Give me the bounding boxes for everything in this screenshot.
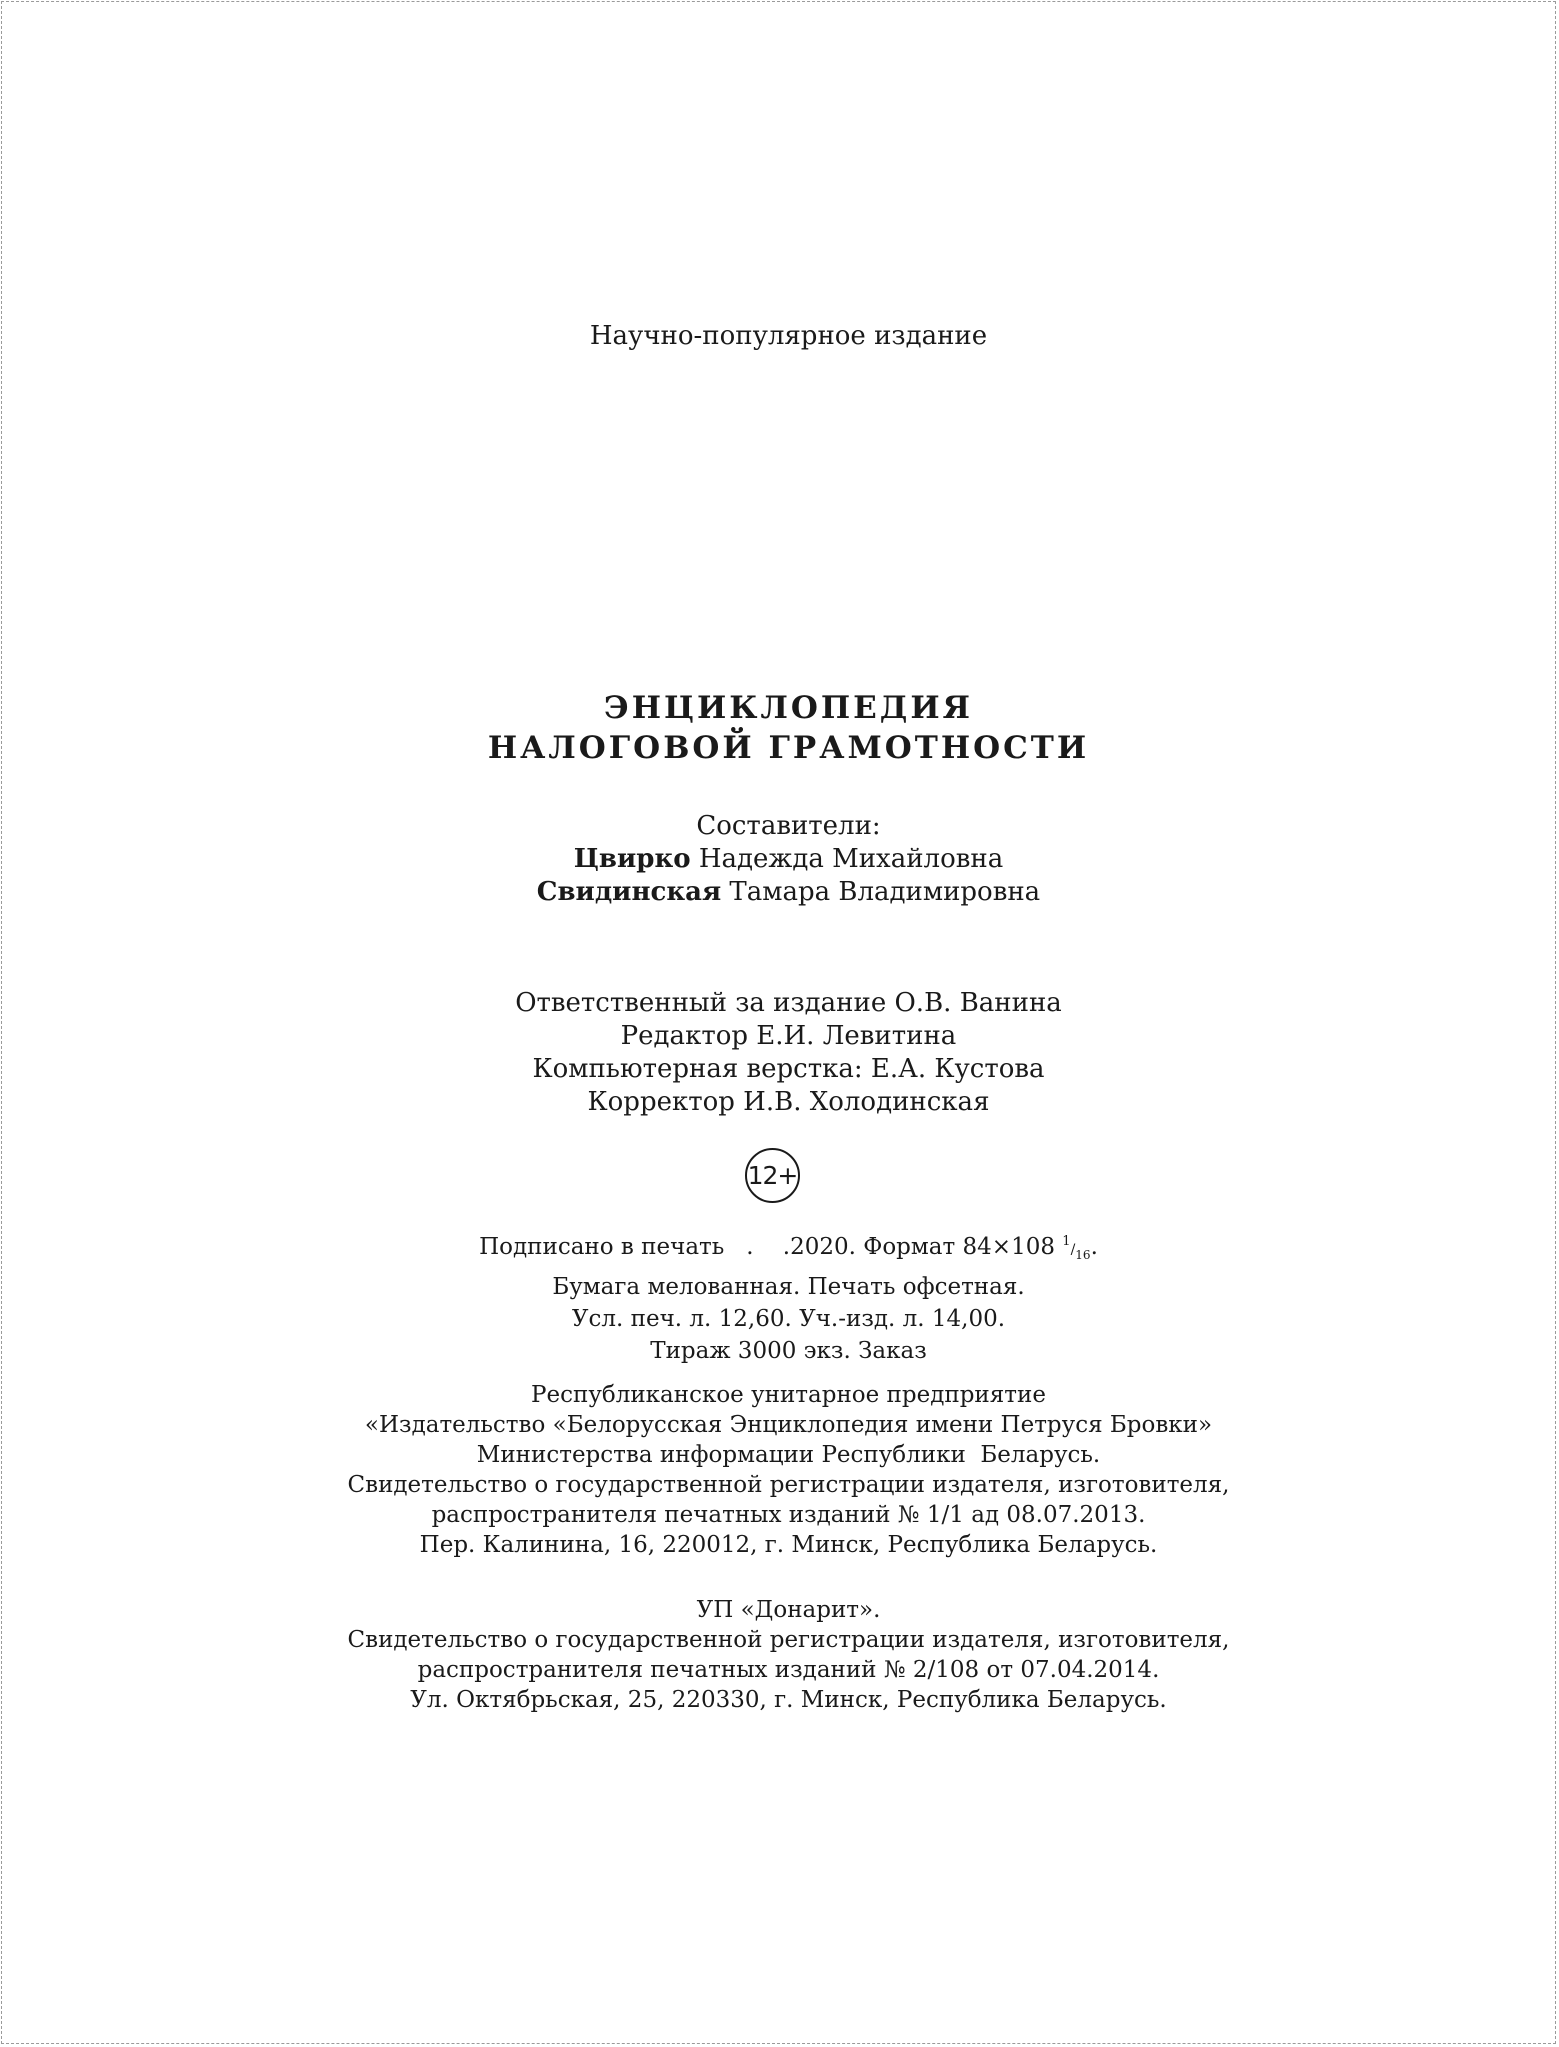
book-title-line-1: ЭНЦИКЛОПЕДИЯ [604,690,973,726]
format-fraction [1062,1234,1091,1262]
compiler-2-surname: Свидинская [536,877,722,907]
publisher-info [0,1380,1559,1560]
edition-type-text: Научно-популярное издание [589,321,988,351]
staff-editor: Редактор Е.И. Левитина [620,1021,957,1051]
staff-layout: Компьютерная верстка: Е.А. Кустова [532,1054,1045,1084]
publisher-line: Свидетельство о государственной регистрации издателя, изготовителя, [347,1472,1230,1498]
format-denominator: 16 [1075,1248,1091,1262]
printer-line: УП «Донарит». [696,1597,881,1623]
print-circulation: Тираж 3000 экз. Заказ [650,1338,927,1364]
publisher-line: Пер. Калинина, 16, 220012, г. Минск, Республика Беларусь. [419,1532,1158,1558]
printer-line: распространителя печатных изданий № 2/108 от 07.04.2014. [417,1657,1160,1683]
book-title-line-2: НАЛОГОВОЙ ГРАМОТНОСТИ [487,730,1090,766]
print-sheets: Усл. печ. л. 12,60. Уч.-изд. л. 14,00. [571,1306,1006,1332]
compiler-1 [0,843,1559,876]
publisher-line: Министерства информации Республики Беларусь. [476,1442,1101,1468]
print-signed-format [0,1226,1559,1271]
compiler-2 [0,876,1559,909]
compilers-heading: Составители: [696,811,881,841]
print-signed-text: Подписано в печать . .2020. Формат 84×108 [479,1234,1063,1260]
book-title [0,688,1559,768]
compiler-2-given-name: Тамара Владимировна [729,877,1041,907]
format-separator: / [1070,1242,1076,1258]
publisher-line: Республиканское унитарное предприятие [531,1382,1046,1408]
print-info [0,1226,1559,1367]
print-signed-suffix: . [1090,1234,1098,1260]
staff-responsible: Ответственный за издание О.В. Ванина [515,988,1062,1018]
printer-info [0,1595,1559,1715]
publisher-line: «Издательство «Белорусская Энциклопедия имени Петруся Бровки» [364,1412,1213,1438]
edition-type [0,318,1559,354]
publisher-line: распространителя печатных изданий № 1/1 ад 08.07.2013. [431,1502,1146,1528]
compiler-1-surname: Цвирко [573,844,691,874]
format-numerator: 1 [1062,1234,1071,1249]
staff-proofreader: Корректор И.В. Холодинская [587,1087,990,1117]
print-paper: Бумага мелованная. Печать офсетная. [552,1274,1025,1300]
compiler-1-given-name: Надежда Михайловна [698,844,1004,874]
staff-credits [0,987,1559,1119]
printer-line: Ул. Октябрьская, 25, 220330, г. Минск, Республика Беларусь. [410,1687,1167,1713]
printer-line: Свидетельство о государственной регистрации издателя, изготовителя, [347,1627,1230,1653]
compilers-section [0,810,1559,909]
age-rating-badge: 12+ [745,1148,800,1203]
